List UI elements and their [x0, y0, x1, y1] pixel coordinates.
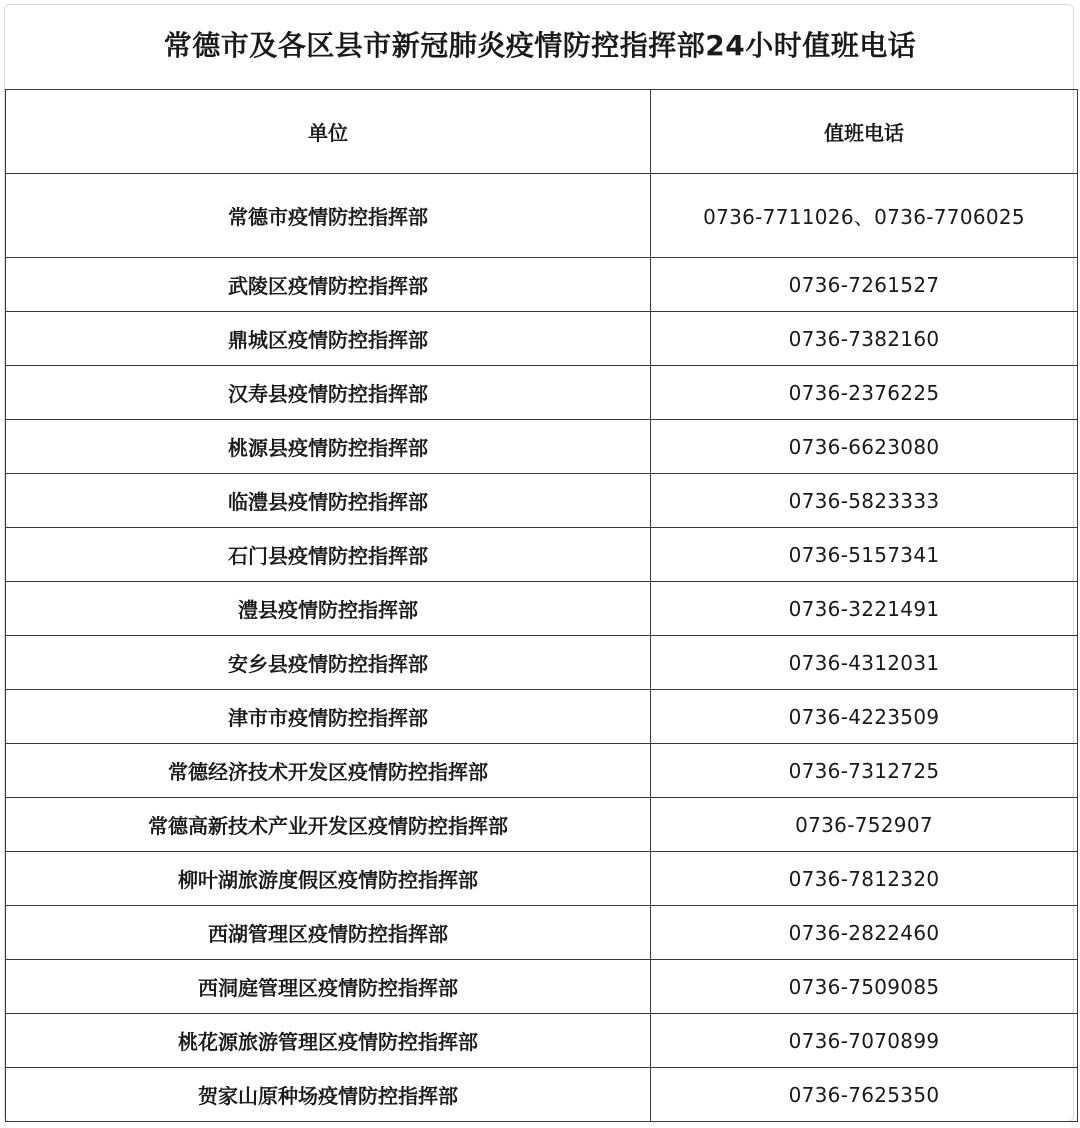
table-row [6, 474, 1078, 528]
unit-cell: 桃花源旅游管理区疫情防控指挥部 [6, 1014, 651, 1068]
page-title: 常德市及各区县市新冠肺炎疫情防控指挥部24小时值班电话 [163, 29, 917, 62]
phone-cell: 0736-7261527 [651, 258, 1078, 312]
unit-cell: 西洞庭管理区疫情防控指挥部 [6, 960, 651, 1014]
unit-cell: 柳叶湖旅游度假区疫情防控指挥部 [6, 852, 651, 906]
unit-cell: 桃源县疫情防控指挥部 [6, 420, 651, 474]
phone-cell: 0736-7711026、0736-7706025 [651, 174, 1078, 258]
phone-cell: 0736-752907 [651, 798, 1078, 852]
phone-cell: 0736-7070899 [651, 1014, 1078, 1068]
unit-cell: 常德经济技术开发区疫情防控指挥部 [6, 744, 651, 798]
unit-cell: 津市市疫情防控指挥部 [6, 690, 651, 744]
table-row [6, 312, 1078, 366]
phone-cell: 0736-3221491 [651, 582, 1078, 636]
phone-cell: 0736-7812320 [651, 852, 1078, 906]
phone-cell: 0736-7625350 [651, 1068, 1078, 1122]
table-row [6, 258, 1078, 312]
table-row [6, 852, 1078, 906]
column-header-unit: 单位 [6, 90, 651, 174]
table-row [6, 528, 1078, 582]
table-row [6, 366, 1078, 420]
table-row [6, 690, 1078, 744]
table-row [6, 1068, 1078, 1122]
column-header-phone: 值班电话 [651, 90, 1078, 174]
phone-cell: 0736-5157341 [651, 528, 1078, 582]
table-row [6, 1014, 1078, 1068]
phone-cell: 0736-6623080 [651, 420, 1078, 474]
unit-cell: 安乡县疫情防控指挥部 [6, 636, 651, 690]
phone-cell: 0736-2376225 [651, 366, 1078, 420]
unit-cell: 贺家山原种场疫情防控指挥部 [6, 1068, 651, 1122]
unit-cell: 常德高新技术产业开发区疫情防控指挥部 [6, 798, 651, 852]
phone-cell: 0736-7382160 [651, 312, 1078, 366]
table-row [6, 420, 1078, 474]
table-row [6, 960, 1078, 1014]
table-row [6, 798, 1078, 852]
unit-cell: 石门县疫情防控指挥部 [6, 528, 651, 582]
unit-cell: 鼎城区疫情防控指挥部 [6, 312, 651, 366]
table-row [6, 582, 1078, 636]
table-row [6, 174, 1078, 258]
unit-cell: 澧县疫情防控指挥部 [6, 582, 651, 636]
unit-cell: 西湖管理区疫情防控指挥部 [6, 906, 651, 960]
duty-phone-table [5, 89, 1078, 1122]
phone-cell: 0736-5823333 [651, 474, 1078, 528]
unit-cell: 常德市疫情防控指挥部 [6, 174, 651, 258]
table-header-row [6, 90, 1078, 174]
table-row [6, 636, 1078, 690]
unit-cell: 临澧县疫情防控指挥部 [6, 474, 651, 528]
unit-cell: 汉寿县疫情防控指挥部 [6, 366, 651, 420]
phone-cell: 0736-7312725 [651, 744, 1078, 798]
phone-cell: 0736-4223509 [651, 690, 1078, 744]
phone-cell: 0736-2822460 [651, 906, 1078, 960]
table-row [6, 744, 1078, 798]
table-row [6, 906, 1078, 960]
phone-cell: 0736-7509085 [651, 960, 1078, 1014]
unit-cell: 武陵区疫情防控指挥部 [6, 258, 651, 312]
phone-cell: 0736-4312031 [651, 636, 1078, 690]
